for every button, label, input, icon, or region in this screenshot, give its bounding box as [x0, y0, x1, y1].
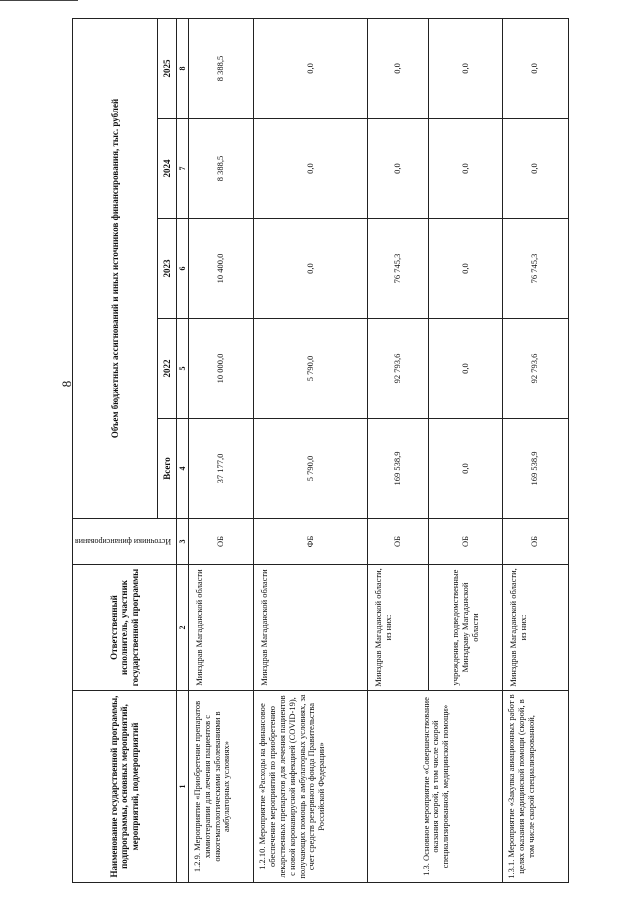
row-2025: 0,0 — [429, 18, 503, 118]
column-number: 1 — [176, 691, 188, 883]
row-2024: 8 388,5 — [189, 119, 254, 219]
row-2024: 0,0 — [429, 119, 503, 219]
header-year-2024: 2024 — [158, 119, 177, 219]
row-2025: 8 388,5 — [189, 18, 254, 118]
row-2023: 0,0 — [254, 219, 368, 319]
row-source: ОБ — [503, 519, 568, 565]
rotated-sheet — [72, 19, 550, 883]
row-name: 1.3. Основное мероприятие «Совершенствование оказания скорой, в том числе скорой специализированной, медицинской помощи» — [368, 691, 503, 883]
header-responsible: Ответственный исполнитель, участник государственной программы — [73, 565, 177, 691]
funding-table — [72, 18, 569, 883]
row-2022: 92 793,6 — [368, 319, 429, 419]
row-2023: 0,0 — [429, 219, 503, 319]
row-source: ФБ — [254, 519, 368, 565]
row-total: 169 538,9 — [503, 419, 568, 519]
row-2025: 0,0 — [254, 18, 368, 118]
header-source-text: Источники финансирования — [75, 537, 172, 547]
row-total: 37 177,0 — [189, 419, 254, 519]
row-responsible: Минздрав Магаданской области — [254, 565, 368, 691]
row-2022: 10 000,0 — [189, 319, 254, 419]
row-2023: 76 745,3 — [368, 219, 429, 319]
row-2024: 0,0 — [503, 119, 568, 219]
row-name: 1.2.10. Мероприятие «Расходы на финансовое обеспечение мероприятий по приобретению лекарственных препаратов для лечения пациентов с новой коронавирусной инфекцией (COVID-19), получающих помощь в амбулаторных условиях, за счет средств резервного фонда Правительства Российской Федерации» — [254, 691, 368, 883]
row-name: 1.2.9. Мероприятие «Приобретение препаратов химиотерапии для лечения пациентов с онкогематологическими заболеваниями в амбулаторных условиях» — [189, 691, 254, 883]
header-source — [73, 519, 177, 565]
header-total: Всего — [158, 419, 177, 519]
column-number: 2 — [176, 565, 188, 691]
table-row — [503, 18, 568, 882]
row-2024: 0,0 — [254, 119, 368, 219]
row-responsible: Минздрав Магаданской области — [189, 565, 254, 691]
table-row — [189, 18, 254, 882]
row-2024: 0,0 — [368, 119, 429, 219]
row-responsible: Минздрав Магаданской области, из них: — [368, 565, 429, 691]
row-2022: 0,0 — [429, 319, 503, 419]
column-number: 7 — [176, 119, 188, 219]
header-name: Наименование государственной программы, подпрограммы, основных мероприятий, мероприятий, подмероприятий — [73, 691, 177, 883]
table-row — [254, 18, 368, 882]
header-year-2023: 2023 — [158, 219, 177, 319]
table-row — [368, 18, 429, 882]
column-number: 8 — [176, 18, 188, 118]
header-year-2025: 2025 — [158, 18, 177, 118]
row-2023: 10 400,0 — [189, 219, 254, 319]
row-source: ОБ — [368, 519, 429, 565]
row-source: ОБ — [429, 519, 503, 565]
column-number: 4 — [176, 419, 188, 519]
row-2022: 92 793,6 — [503, 319, 568, 419]
row-responsible: Минздрав Магаданской области, из них: — [503, 565, 568, 691]
row-source: ОБ — [189, 519, 254, 565]
row-2022: 5 790,0 — [254, 319, 368, 419]
header-rule — [0, 0, 78, 1]
row-2023: 76 745,3 — [503, 219, 568, 319]
header-year-2022: 2022 — [158, 319, 177, 419]
column-number: 3 — [176, 519, 188, 565]
header-funding: Объем бюджетных ассигнований и иных источников финансирования, тыс. рублей — [73, 18, 158, 518]
row-responsible-sub: учреждения, подведомственные Минздраву Магаданской области — [429, 565, 503, 691]
row-2025: 0,0 — [503, 18, 568, 118]
column-number: 6 — [176, 219, 188, 319]
row-total: 169 538,9 — [368, 419, 429, 519]
row-2025: 0,0 — [368, 18, 429, 118]
page-number: 8 — [59, 380, 74, 388]
row-total: 5 790,0 — [254, 419, 368, 519]
row-total: 0,0 — [429, 419, 503, 519]
row-name: 1.3.1. Мероприятие «Закупка авиационных работ в целях оказания медицинской помощи (скорой, в том числе скорой специализированной, — [503, 691, 568, 883]
column-number: 5 — [176, 319, 188, 419]
